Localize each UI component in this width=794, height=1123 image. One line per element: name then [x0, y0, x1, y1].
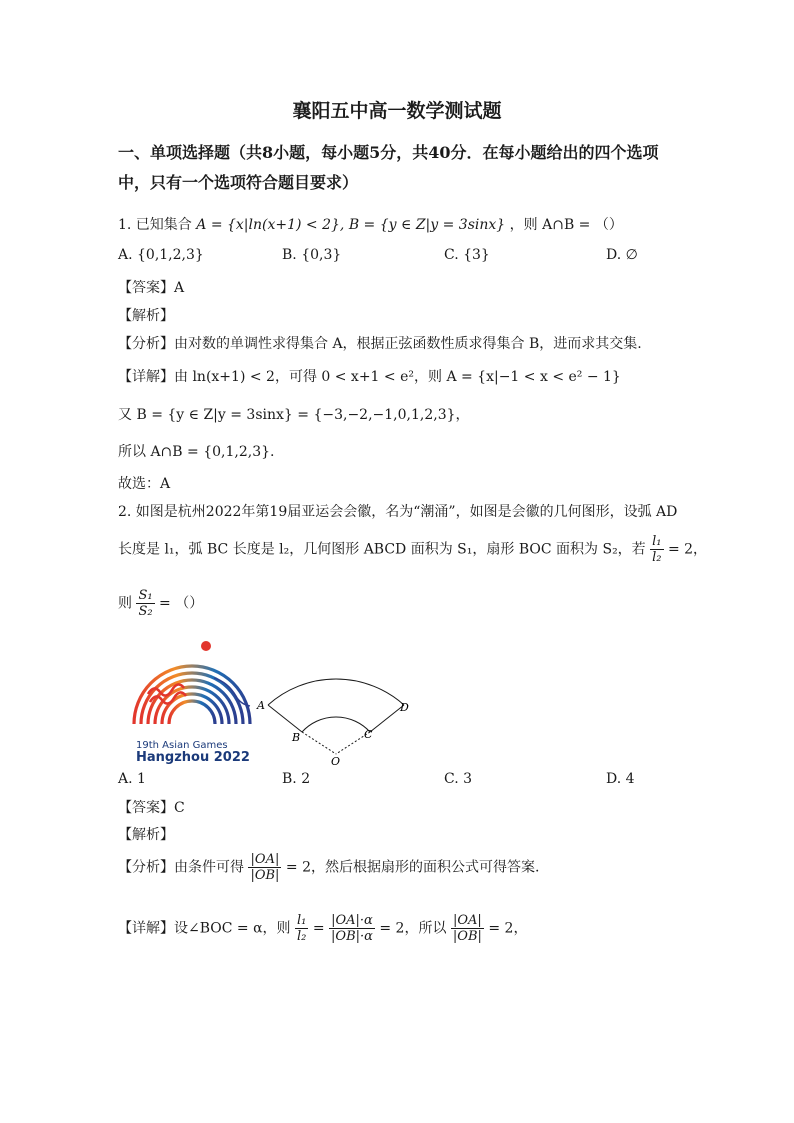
logo-emblem-icon: [130, 636, 260, 764]
point-d-label: D: [400, 701, 409, 714]
q2-line-1: 2. 如图是杭州2022年第19届亚运会会徽，名为“潮涌”，如图是会徽的几何图形，设弧 AD: [118, 504, 678, 520]
q2-detail-f3-num: |OA|: [451, 913, 484, 929]
q2-ask-prefix: 则: [118, 595, 132, 612]
q2-detail-f1-num: l₁: [297, 913, 307, 928]
q2-option-b: B. 2: [282, 771, 311, 787]
q2-ratio-num: l₁: [652, 534, 662, 549]
section-heading-line1: 一、单项选择题（共8小题，每小题5分，共40分．在每小题给出的四个选项: [118, 143, 659, 162]
q2-detail-f1-den: l₂: [297, 929, 307, 944]
q2-detail-suffix: = 2，: [488, 920, 528, 937]
arc-ad: [268, 679, 404, 705]
q2-fenxi: [118, 852, 539, 883]
q2-line-2-text: 长度是 l₁，弧 BC 长度是 l₂，几何图形 ABCD 面积为 S₁，扇形 BOC 面积为 S₂，若: [118, 541, 646, 558]
q2-line-2: [118, 534, 707, 565]
q1-detail-2: 又 B = {y ∈ Z|y = 3sinx} = {−3,−2,−1,0,1,2,3}，: [118, 407, 470, 423]
q1-detail-3: 所以 A∩B = {0,1,2,3}.: [118, 444, 275, 460]
q2-detail: [118, 913, 527, 944]
segment-ab: [268, 705, 302, 732]
q1-choice: 故选：A: [118, 476, 171, 492]
q2-fenxi-den: |OB|: [250, 868, 280, 883]
q2-fenxi-num: |OA|: [248, 852, 281, 868]
sector-diagram: [256, 660, 416, 768]
q1-option-d: D. ∅: [606, 247, 638, 263]
q2-answer: 【答案】C: [118, 800, 185, 816]
logo-text-line2: Hangzhou 2022: [136, 750, 250, 764]
q2-ask-num: S₁: [138, 588, 153, 603]
point-c-label: C: [364, 728, 373, 741]
q2-fenxi-prefix: 【分析】由条件可得: [118, 859, 244, 876]
q2-ratio-den: l₂: [652, 550, 662, 565]
q1-stem-prefix: 1. 已知集合: [118, 217, 192, 233]
q2-detail-f3-den: |OB|: [452, 929, 482, 944]
q1-sets: A = {x|ln(x+1) < 2}, B = {y ∈ Z|y = 3sinx}: [196, 217, 506, 233]
asian-games-logo: [130, 636, 260, 764]
q1-fenxi: 【分析】由对数的单调性求得集合 A，根据正弦函数性质求得集合 B，进而求其交集.: [118, 336, 642, 352]
sector-figure: [256, 660, 416, 768]
q2-option-d: D. 4: [606, 771, 635, 787]
q2-ask-den: S₂: [138, 604, 153, 619]
q1-detail-1: 【详解】由 ln(x+1) < 2，可得 0 < x+1 < e²，则 A = {x|−1 < x < e² − 1}: [118, 369, 621, 385]
q2-detail-mid: = 2，所以: [379, 920, 447, 937]
section-heading-line2: 中，只有一个选项符合题目要求）: [118, 173, 359, 192]
segment-dc: [370, 705, 404, 732]
q2-detail-f2-num: |OA|·α: [329, 913, 375, 929]
q1-stem-suffix: ，则 A∩B = （）: [509, 217, 623, 233]
point-b-label: B: [292, 731, 301, 744]
q2-ratio-eq: = 2，: [667, 541, 708, 558]
q1-stem: [118, 214, 623, 234]
q2-detail-fraction-3: [451, 913, 484, 944]
q1-option-b: B. {0,3}: [282, 247, 342, 263]
q2-ratio-fraction: [650, 534, 663, 565]
segment-bo: [302, 732, 336, 754]
q1-option-c: C. {3}: [444, 247, 490, 263]
logo-text-line1: 19th Asian Games: [136, 740, 228, 751]
q2-detail-fraction-2: [329, 913, 375, 944]
q2-detail-f2-den: |OB|·α: [331, 929, 373, 944]
arc-bc: [302, 717, 370, 732]
q2-ask-fraction: [136, 588, 154, 619]
q2-detail-prefix: 【详解】设∠BOC = α，则: [118, 920, 291, 937]
point-a-label: A: [257, 699, 265, 712]
point-o-label: O: [331, 755, 341, 768]
page-title: 襄阳五中高一数学测试题: [292, 100, 502, 122]
q2-option-c: C. 3: [444, 771, 473, 787]
q2-fenxi-suffix: = 2，然后根据扇形的面积公式可得答案.: [285, 859, 540, 876]
q2-ask-suffix: = （）: [159, 595, 204, 612]
q2-option-a: A. 1: [118, 771, 146, 787]
q2-detail-fraction-1: [295, 913, 308, 944]
q2-detail-eq: =: [312, 920, 325, 937]
q1-analysis-title: 【解析】: [118, 308, 174, 324]
q2-ask: [118, 588, 203, 619]
q2-fenxi-fraction: [248, 852, 281, 883]
q1-option-a: A. {0,1,2,3}: [118, 247, 204, 263]
q2-analysis-title: 【解析】: [118, 827, 174, 843]
q1-answer: 【答案】A: [118, 280, 185, 296]
